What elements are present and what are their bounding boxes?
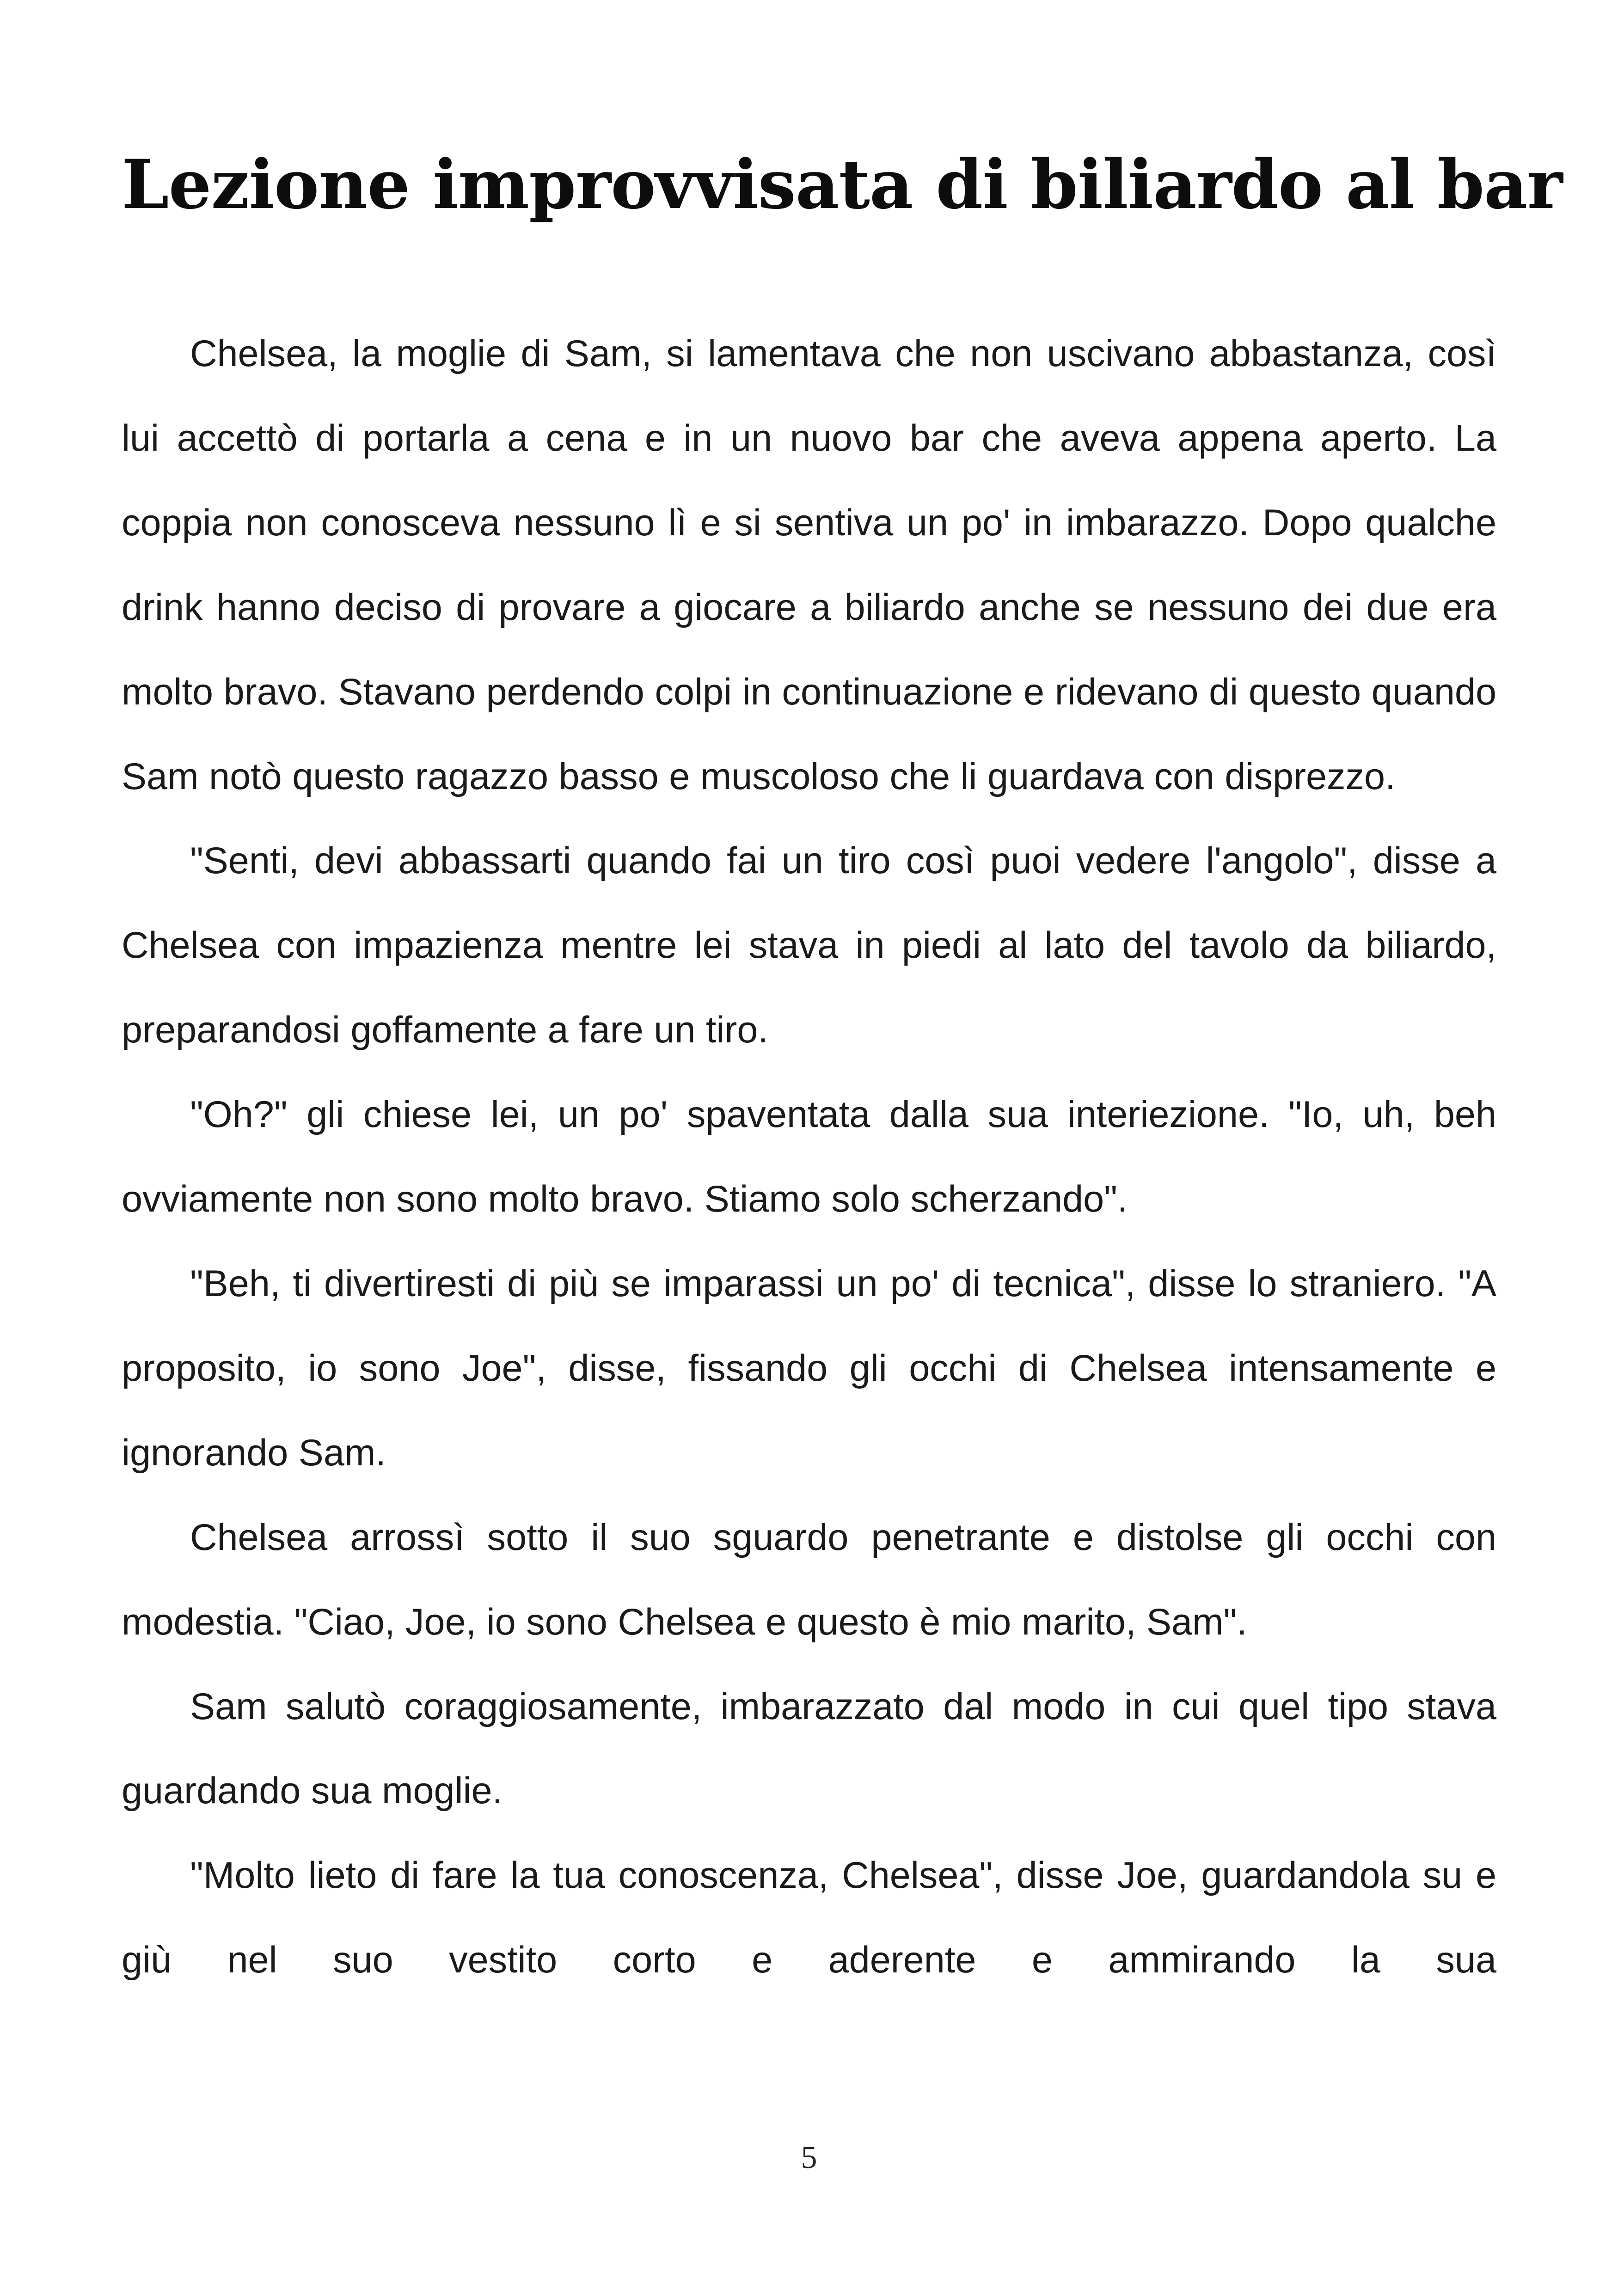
paragraph: Chelsea, la moglie di Sam, si lamentava che non uscivano abbastanza, così lui accettò di portarla a cena e in un nuovo bar che aveva appena aperto. La coppia non conosceva nessuno lì e si sentiva un po' in imbarazzo. Dopo qualche drink hanno deciso di provare a giocare a biliardo anche se nessuno dei due era molto bravo. Stavano perdendo colpi in continuazione e ridevano di questo quando Sam notò questo ragazzo basso e muscoloso che li guardava con disprezzo.	[122, 333, 1496, 797]
paragraph: Chelsea arrossì sotto il suo sguardo penetrante e distolse gli occhi con modestia. "Ciao, Joe, io sono Chelsea e questo è mio marito, Sam".	[122, 1516, 1496, 1643]
paragraph: "Oh?" gli chiese lei, un po' spaventata dalla sua interiezione. "Io, uh, beh ovviamente non sono molto bravo. Stiamo solo scherzando".	[122, 1094, 1496, 1220]
paragraph: Sam salutò coraggiosamente, imbarazzato dal modo in cui quel tipo stava guardando sua moglie.	[122, 1685, 1496, 1812]
paragraph: "Senti, devi abbassarti quando fai un tiro così puoi vedere l'angolo", disse a Chelsea con impazienza mentre lei stava in piedi al lato del tavolo da biliardo, preparandosi goffamente a fare un tiro.	[122, 840, 1496, 1051]
chapter-body	[122, 312, 1496, 2002]
paragraph-continued: "Molto lieto di fare la tua conoscenza, Chelsea", disse Joe, guardandola su e giù nel suo vestito corto e aderente e ammirando la sua	[122, 1855, 1496, 1981]
paragraph: "Beh, ti divertiresti di più se imparassi un po' di tecnica", disse lo straniero. "A proposito, io sono Joe", disse, fissando gli occhi di Chelsea intensamente e ignorando Sam.	[122, 1262, 1496, 1474]
page-number: 5	[801, 2140, 817, 2175]
chapter-title: Lezione improvvisata di biliardo al bar	[122, 145, 1563, 224]
